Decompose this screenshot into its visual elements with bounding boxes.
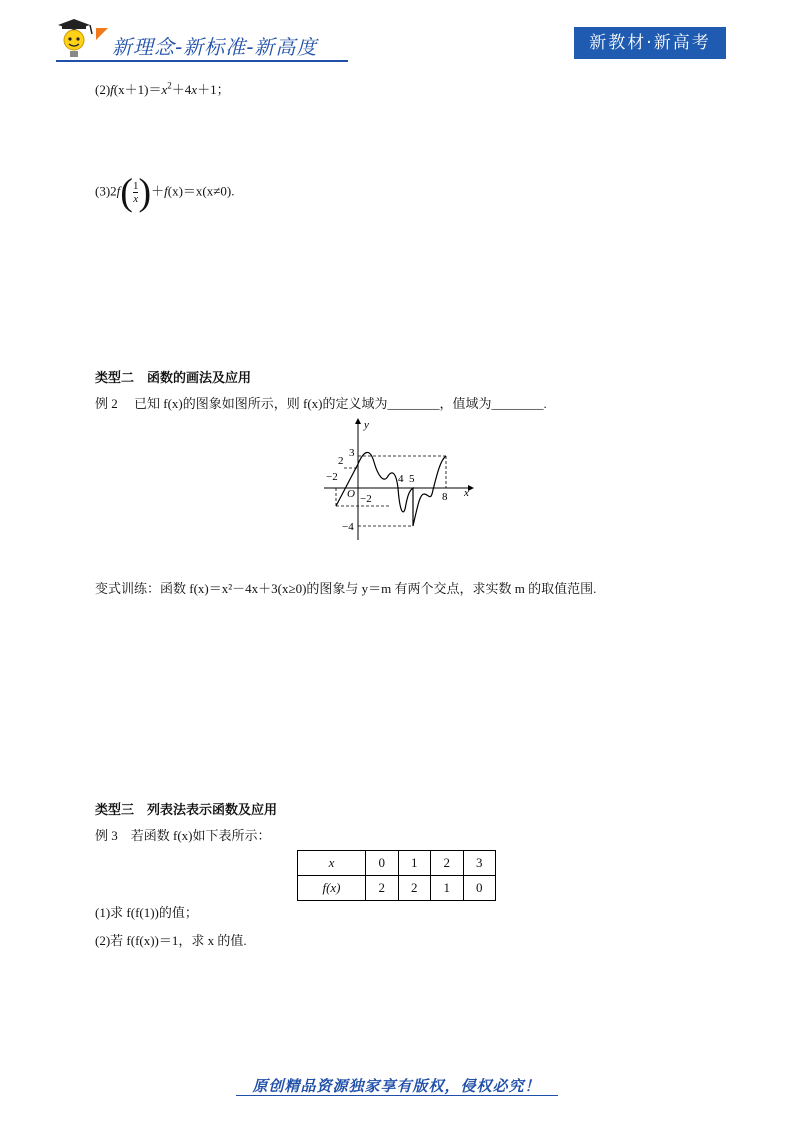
problem-2-prefix: (2) <box>95 82 111 97</box>
table-row <box>298 851 496 876</box>
table-header-fx: f(x) <box>298 876 366 901</box>
footer-copyright: 原创精品资源独家享有版权，侵权必究！ <box>252 1077 541 1095</box>
problem-3-prefix: (3)2 <box>95 183 117 199</box>
example-3: 例 3 若函数 f(x)如下表所示： <box>95 828 271 843</box>
table-header-x: x <box>298 851 366 876</box>
fraction-numerator: 1 <box>132 180 139 192</box>
left-paren: ( <box>120 171 133 214</box>
variant-exercise: 变式训练：函数 f(x)＝x²－4x＋3(x≥0)的图象与 y＝m 有两个交点，求实数 m 的取值范围. <box>95 581 597 596</box>
tick-label-3: 3 <box>349 447 355 459</box>
right-paren: ) <box>138 171 152 214</box>
question-2: (2)若 f(f(x))＝1，求 x 的值. <box>95 933 247 948</box>
problem-3-f2: f <box>164 183 168 199</box>
tick-label-neg4: −4 <box>342 521 354 533</box>
problem-3-f: f <box>116 183 121 199</box>
table-cell: 3 <box>463 851 496 876</box>
section-title-type2: 类型二 函数的画法及应用 <box>95 371 252 386</box>
header-badge: 新教材·新高考 <box>574 27 726 59</box>
function-table <box>297 850 496 901</box>
table-cell: 2 <box>431 851 464 876</box>
tick-label-4: 4 <box>398 473 404 485</box>
problem-2-tail: ＋1； <box>197 82 230 97</box>
tick-label-neg2-x: −2 <box>326 471 338 483</box>
table-cell: 0 <box>463 876 496 901</box>
origin-label: O <box>347 488 355 500</box>
table-cell: 2 <box>366 876 399 901</box>
function-graph <box>318 414 478 542</box>
fraction-denominator: x <box>133 193 139 205</box>
tick-label-2: 2 <box>338 455 344 467</box>
header-underline <box>56 60 348 62</box>
table-row <box>298 876 496 901</box>
tick-label-8: 8 <box>442 491 448 503</box>
section-title-type3: 类型三 列表法表示函数及应用 <box>95 803 278 818</box>
footer-underline <box>236 1095 558 1096</box>
problem-2-arg: (x <box>113 82 125 97</box>
problem-2-x: x <box>191 82 198 97</box>
y-axis-arrow <box>355 418 361 424</box>
problem-3-args: (x)＝x(x≠0). <box>167 183 235 199</box>
problem-2 <box>95 79 230 98</box>
problem-2-sup: 2 <box>167 80 172 91</box>
table-cell: 0 <box>366 851 399 876</box>
tick-label-neg2-y: −2 <box>360 493 372 505</box>
example-2: 例 2 已知 f(x)的图象如图所示，则 f(x)的定义域为________，值域为________. <box>95 396 547 411</box>
problem-2-rest: ＋4 <box>171 82 192 97</box>
slogan-text: 新理念-新标准-新高度 <box>112 35 318 59</box>
table-cell: 1 <box>398 851 431 876</box>
table-cell: 1 <box>431 876 464 901</box>
problem-2-plus: ＋1)＝ <box>124 82 162 97</box>
x-axis-arrow <box>468 485 474 491</box>
table-cell: 2 <box>398 876 431 901</box>
problem-2-f: f <box>110 82 114 97</box>
problem-2-x2: x <box>161 82 168 97</box>
question-1: (1)求 f(f(1))的值； <box>95 905 198 920</box>
x-axis-label: x <box>464 487 469 499</box>
tick-label-5: 5 <box>409 473 415 485</box>
problem-3 <box>95 171 235 214</box>
y-axis-label: y <box>364 419 369 431</box>
problem-3-plus: ＋ <box>151 183 165 199</box>
